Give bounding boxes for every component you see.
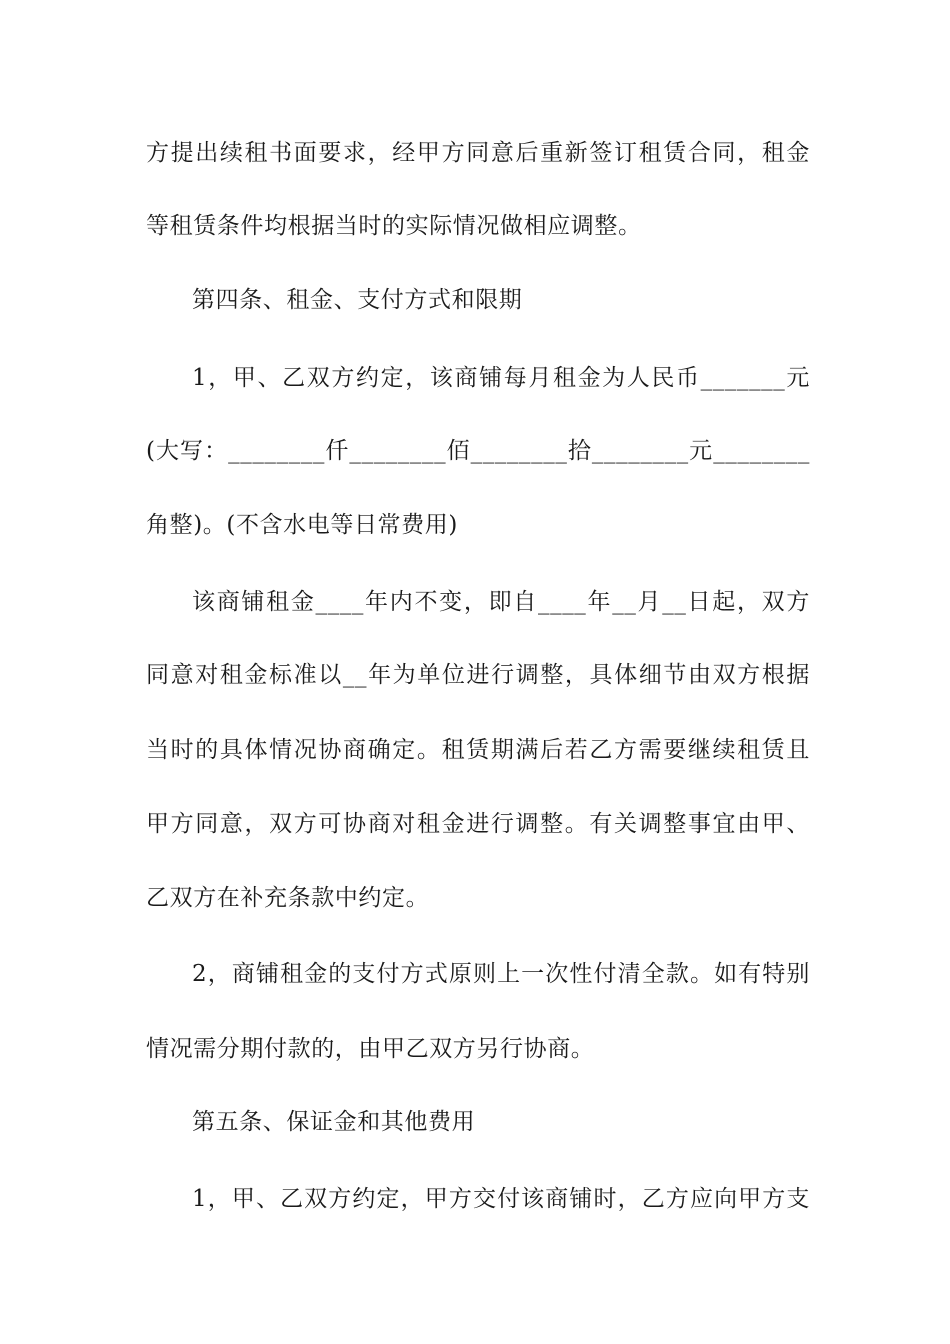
paragraph-line: 同意对租金标准以__年为单位进行调整，具体细节由双方根据 bbox=[146, 662, 810, 688]
section-heading-article-5: 第五条、保证金和其他费用 bbox=[192, 1109, 476, 1135]
paragraph-line: 该商铺租金____年内不变，即自____年__月__日起，双方 bbox=[192, 589, 810, 615]
paragraph-line: 乙双方在补充条款中约定。 bbox=[146, 885, 430, 911]
paragraph-line: 角整)。(不含水电等日常费用) bbox=[146, 512, 458, 538]
paragraph-line: 方提出续租书面要求，经甲方同意后重新签订租赁合同，租金 bbox=[146, 140, 810, 166]
paragraph-line: 甲方同意，双方可协商对租金进行调整。有关调整事宜由甲、 bbox=[146, 811, 810, 837]
paragraph-line: 1，甲、乙双方约定，甲方交付该商铺时，乙方应向甲方支 bbox=[192, 1186, 810, 1212]
paragraph-line: 2，商铺租金的支付方式原则上一次性付清全款。如有特别 bbox=[192, 961, 810, 987]
paragraph-line: 当时的具体情况协商确定。租赁期满后若乙方需要继续租赁且 bbox=[146, 737, 810, 763]
section-heading-article-4: 第四条、租金、支付方式和限期 bbox=[192, 287, 523, 313]
paragraph-line: 等租赁条件均根据当时的实际情况做相应调整。 bbox=[146, 213, 642, 239]
paragraph-line: 1，甲、乙双方约定，该商铺每月租金为人民币_______元 bbox=[192, 365, 810, 391]
paragraph-line: 情况需分期付款的，由甲乙双方另行协商。 bbox=[146, 1036, 595, 1062]
paragraph-line: (大写：________仟________佰________拾________元________ bbox=[146, 438, 810, 464]
